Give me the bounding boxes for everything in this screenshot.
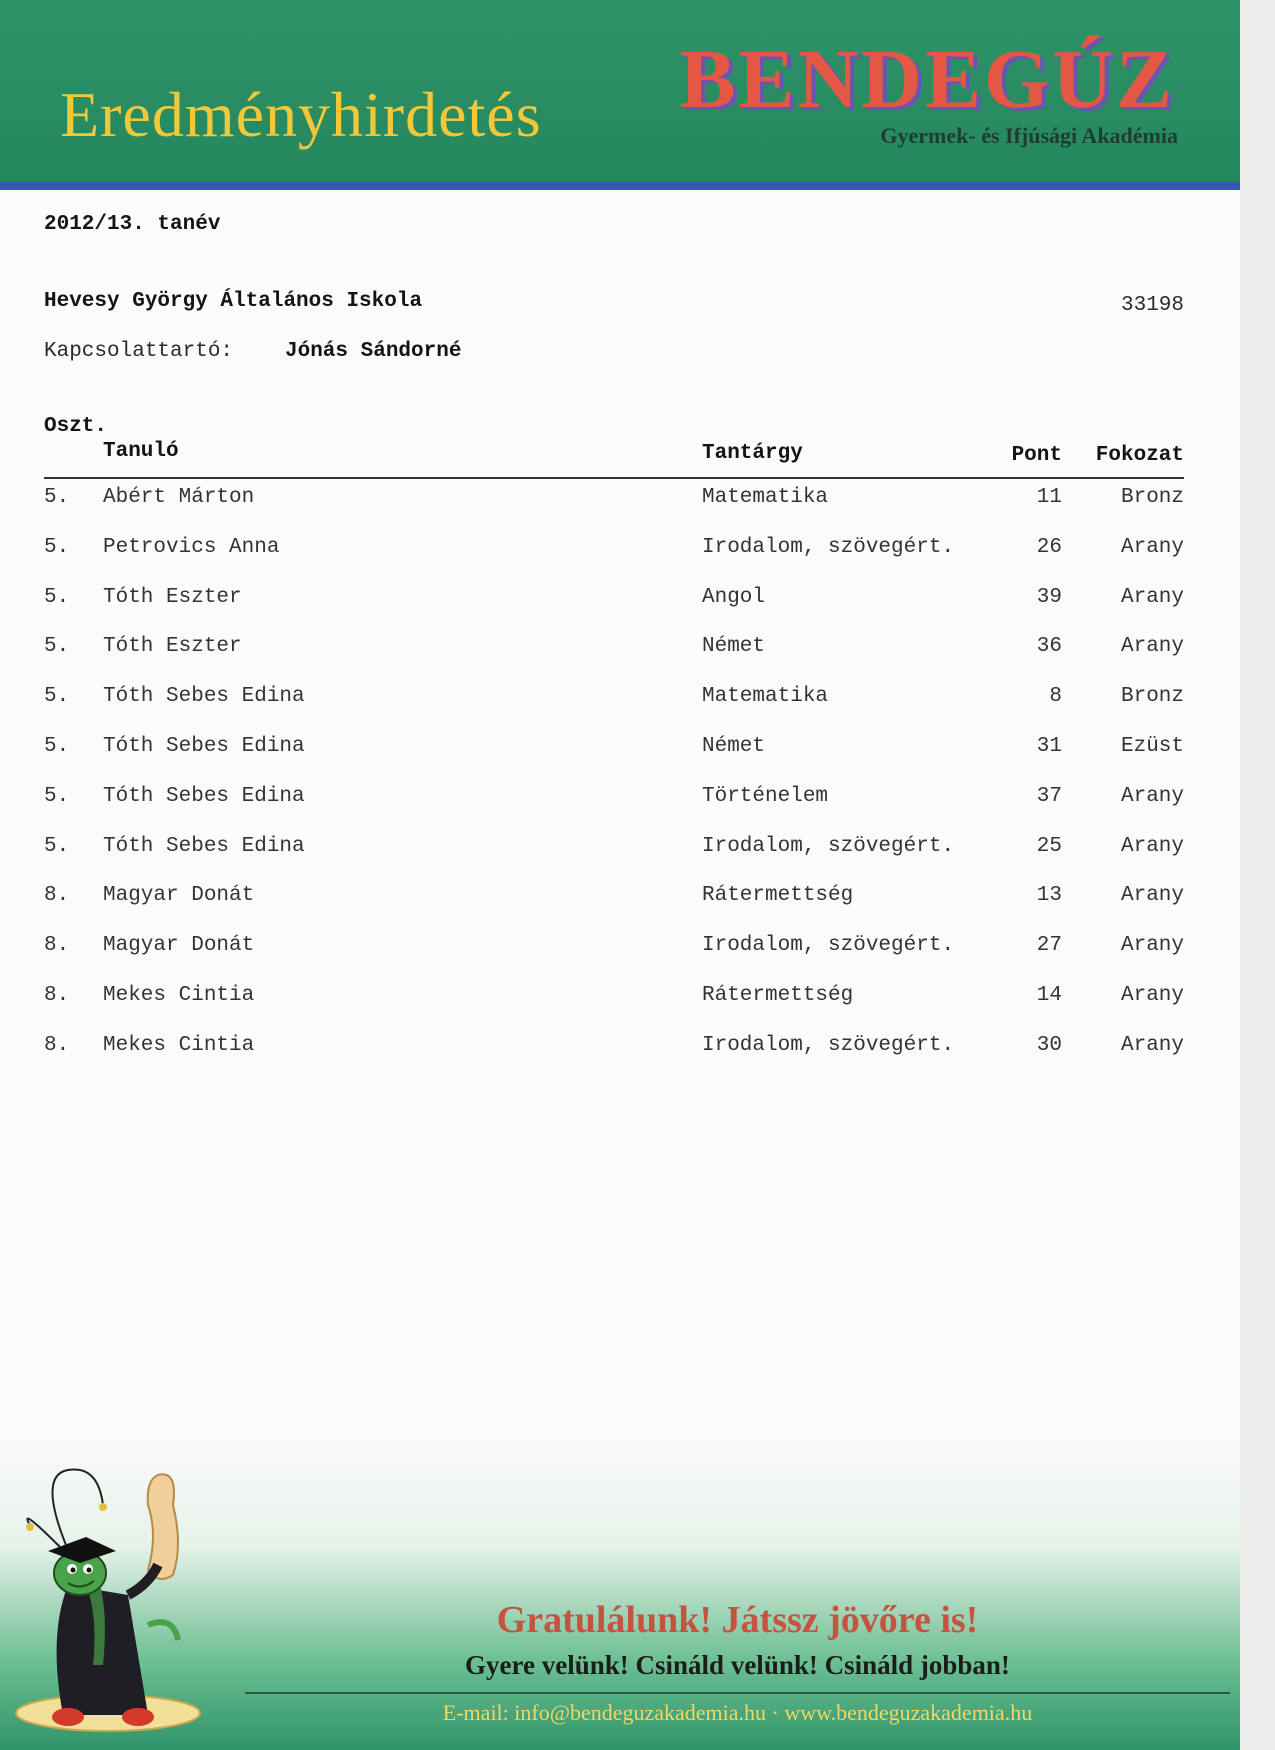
cell-class: 5. xyxy=(44,734,70,758)
brand-subtitle: Gyermek- és Ifjúsági Akadémia xyxy=(880,123,1178,148)
cell-student: Tóth Sebes Edina xyxy=(103,685,305,709)
header-grade: Fokozat xyxy=(1095,444,1184,467)
cell-class: 5. xyxy=(44,486,70,509)
cell-subject: Történelem xyxy=(702,784,829,808)
header-class: Oszt. xyxy=(44,415,108,438)
contact-label: Kapcsolattartó: xyxy=(44,340,234,363)
cell-grade: Arany xyxy=(1120,535,1184,559)
cell-grade: Arany xyxy=(1120,635,1184,659)
cell-student: Mekes Cintia xyxy=(103,1033,255,1057)
footer-divider xyxy=(245,1692,1230,1694)
cell-student: Tóth Sebes Edina xyxy=(103,784,305,808)
cell-class: 8. xyxy=(44,934,70,958)
cell-student: Tóth Eszter xyxy=(103,635,242,659)
cell-subject: Német xyxy=(702,734,766,758)
contact-info: E-mail: info@bendeguzakademia.hu · www.bendeguzakademia.hu xyxy=(442,1700,1033,1725)
cell-grade: Arany xyxy=(1120,934,1184,958)
cell-grade: Ezüst xyxy=(1120,734,1184,758)
table-row xyxy=(0,835,1240,885)
table-row xyxy=(0,934,1240,984)
cell-class: 8. xyxy=(44,884,70,908)
header-divider xyxy=(0,182,1240,190)
cell-grade: Arany xyxy=(1120,585,1184,609)
brand-logo: BENDEGÚZ xyxy=(679,33,1175,126)
cell-grade: Arany xyxy=(1120,834,1184,858)
cell-subject: Angol xyxy=(702,585,766,609)
school-name: Hevesy György Általános Iskola xyxy=(44,290,423,313)
cell-subject: Rátermettség xyxy=(702,983,854,1007)
cell-class: 5. xyxy=(44,784,70,808)
table-row xyxy=(0,735,1240,785)
cell-class: 5. xyxy=(44,834,70,858)
cell-grade: Arany xyxy=(1120,1033,1184,1057)
congratulations-text: Gratulálunk! Játssz jövőre is! xyxy=(496,1599,979,1641)
slogan-text: Gyere velünk! Csináld velünk! Csináld jobban! xyxy=(465,1650,1010,1680)
table-row xyxy=(0,984,1240,1034)
cell-class: 5. xyxy=(44,635,70,659)
cell-subject: Matematika xyxy=(702,685,829,709)
table-header-divider xyxy=(44,477,1184,479)
cell-student: Mekes Cintia xyxy=(103,983,255,1007)
cell-points: 31 xyxy=(1036,734,1062,758)
results-table xyxy=(0,486,1240,1084)
school-code: 33198 xyxy=(1120,294,1184,317)
cell-student: Abért Márton xyxy=(103,486,255,509)
cell-points: 25 xyxy=(1036,834,1062,858)
cell-subject: Német xyxy=(702,635,766,659)
cell-points: 37 xyxy=(1036,784,1062,808)
cell-grade: Arany xyxy=(1120,983,1184,1007)
table-row xyxy=(0,884,1240,934)
cell-student: Tóth Eszter xyxy=(103,585,242,609)
cell-subject: Irodalom, szövegért. xyxy=(702,934,955,958)
cell-points: 27 xyxy=(1036,934,1062,958)
table-row xyxy=(0,586,1240,636)
cell-subject: Irodalom, szövegért. xyxy=(702,834,955,858)
header-student: Tanuló xyxy=(103,440,179,463)
cell-subject: Rátermettség xyxy=(702,884,854,908)
cell-class: 8. xyxy=(44,1033,70,1057)
cell-points: 8 xyxy=(1049,685,1062,709)
cell-points: 26 xyxy=(1036,535,1062,559)
table-row xyxy=(0,1034,1240,1084)
cell-student: Magyar Donát xyxy=(103,934,255,958)
cell-class: 5. xyxy=(44,585,70,609)
cell-points: 11 xyxy=(1036,486,1062,509)
graduate-bug-mascot-icon xyxy=(8,1465,213,1735)
table-row xyxy=(0,536,1240,586)
table-row xyxy=(0,685,1240,735)
cell-grade: Arany xyxy=(1120,884,1184,908)
page-title: Eredményhirdetés xyxy=(60,79,542,150)
header-subject: Tantárgy xyxy=(702,442,803,465)
cell-points: 13 xyxy=(1036,884,1062,908)
school-year: 2012/13. tanév xyxy=(44,213,221,236)
cell-subject: Matematika xyxy=(702,486,829,509)
cell-points: 14 xyxy=(1036,983,1062,1007)
cell-student: Tóth Sebes Edina xyxy=(103,834,305,858)
cell-grade: Bronz xyxy=(1120,486,1184,509)
cell-class: 5. xyxy=(44,535,70,559)
cell-points: 39 xyxy=(1036,585,1062,609)
cell-student: Magyar Donát xyxy=(103,884,255,908)
contact-name: Jónás Sándorné xyxy=(285,340,462,363)
cell-points: 36 xyxy=(1036,635,1062,659)
cell-subject: Irodalom, szövegért. xyxy=(702,1033,955,1057)
cell-grade: Arany xyxy=(1120,784,1184,808)
header-points: Pont xyxy=(1011,444,1062,467)
cell-class: 8. xyxy=(44,983,70,1007)
cell-class: 5. xyxy=(44,685,70,709)
cell-points: 30 xyxy=(1036,1033,1062,1057)
cell-student: Petrovics Anna xyxy=(103,535,280,559)
cell-subject: Irodalom, szövegért. xyxy=(702,535,955,559)
cell-student: Tóth Sebes Edina xyxy=(103,734,305,758)
cell-grade: Bronz xyxy=(1120,685,1184,709)
table-row xyxy=(0,785,1240,835)
table-row xyxy=(0,635,1240,685)
table-row xyxy=(0,486,1240,536)
